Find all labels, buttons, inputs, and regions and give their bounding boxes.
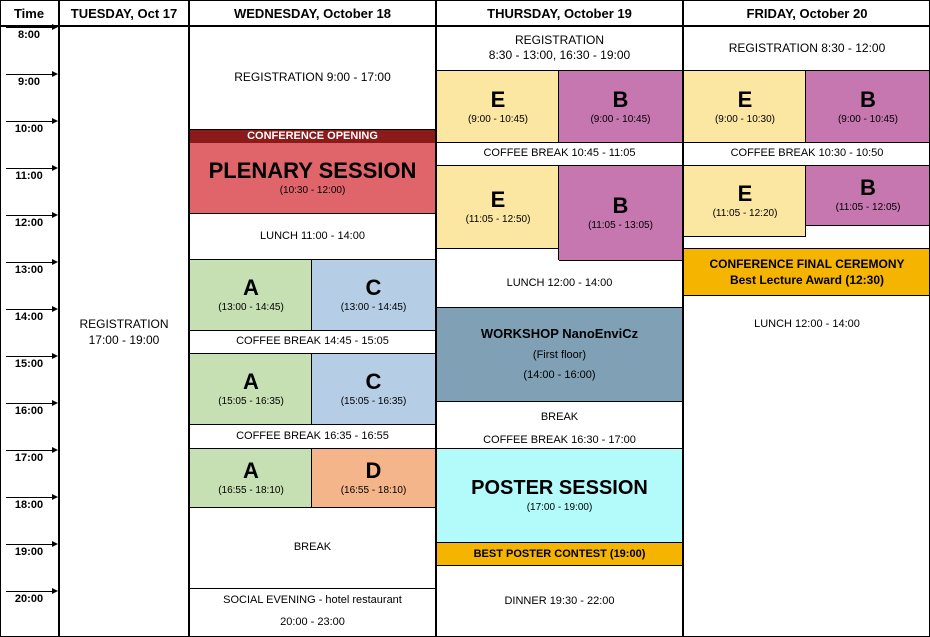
session-time: (16:55 - 18:10) <box>218 484 284 496</box>
thu-dinner-label: DINNER 19:30 - 22:00 <box>504 594 615 607</box>
thu-registration-label: REGISTRATION <box>514 33 605 47</box>
time-column-header: Time <box>13 5 45 21</box>
session-letter: E <box>737 180 753 206</box>
hour-label: 16:00 <box>14 405 44 417</box>
wed-social-time: 20:00 - 23:00 <box>280 615 345 628</box>
wed-opening-label: CONFERENCE OPENING <box>247 130 378 142</box>
wed-plenary-label: PLENARY SESSION <box>208 158 417 183</box>
day-header-friday: FRIDAY, October 20 <box>746 5 868 21</box>
session-time: (11:05 - 12:50) <box>465 213 531 225</box>
tue-registration-time: 17:00 - 19:00 <box>88 332 160 347</box>
wed-coffee2-label: COFFEE BREAK 16:35 - 16:55 <box>236 429 389 442</box>
hour-label: 12:00 <box>14 217 44 229</box>
wed-coffee1-label: COFFEE BREAK 14:45 - 15:05 <box>236 335 389 347</box>
day-header-thursday: THURSDAY, October 19 <box>487 5 632 21</box>
hour-label: 9:00 <box>17 76 41 88</box>
session-letter: B <box>860 175 876 200</box>
hour-label: 11:00 <box>15 170 43 182</box>
session-time: (11:05 - 12:20) <box>712 207 778 219</box>
session-time: (9:00 - 10:45) <box>837 113 899 125</box>
session-letter: E <box>737 86 753 112</box>
wed-social-label: SOCIAL EVENING - hotel restaurant <box>223 594 402 607</box>
hour-label: 17:00 <box>14 452 44 464</box>
fri-award-label: Best Lecture Award (12:30) <box>729 272 885 287</box>
session-time: (15:05 - 16:35) <box>340 395 407 407</box>
tue-registration-label: REGISTRATION <box>79 316 169 331</box>
thu-break-label: BREAK <box>540 410 579 423</box>
session-time: (11:05 - 13:05) <box>588 219 653 231</box>
thu-workshop-place: (First floor) <box>532 349 587 361</box>
wed-registration-label: REGISTRATION 9:00 - 17:00 <box>234 70 391 84</box>
session-letter: E <box>490 186 506 212</box>
hour-label: 19:00 <box>14 546 44 558</box>
hour-label: 20:00 <box>14 593 44 605</box>
hour-label: 8:00 <box>17 29 41 41</box>
session-time: (9:00 - 10:45) <box>590 113 651 125</box>
wed-plenary-time: (10:30 - 12:00) <box>279 185 346 196</box>
day-header-tuesday: TUESDAY, Oct 17 <box>70 5 178 21</box>
session-letter: B <box>860 86 876 112</box>
fri-coffee1-label: COFFEE BREAK 10:30 - 10:50 <box>730 147 884 159</box>
session-letter: C <box>365 368 382 394</box>
session-time: (13:00 - 14:45) <box>340 301 407 313</box>
hour-label: 18:00 <box>14 499 44 511</box>
thu-contest-label: BEST POSTER CONTEST (19:00) <box>473 547 646 560</box>
wed-break-label: BREAK <box>293 541 332 553</box>
session-letter: A <box>243 274 259 300</box>
hour-label: 10:00 <box>14 123 44 135</box>
session-letter: C <box>365 274 382 300</box>
fri-registration-label: REGISTRATION 8:30 - 12:00 <box>728 40 886 55</box>
thu-workshop-label: WORKSHOP NanoEnviCz <box>480 326 639 341</box>
hour-label: 13:00 <box>14 264 44 276</box>
session-letter: B <box>612 86 629 112</box>
hour-label: 14:00 <box>14 311 44 323</box>
session-letter: A <box>243 368 259 394</box>
session-letter: B <box>612 192 629 218</box>
fri-ceremony-label: CONFERENCE FINAL CEREMONY <box>709 256 905 271</box>
session-time: (15:05 - 16:35) <box>218 395 284 407</box>
session-letter: E <box>490 86 506 112</box>
session-time: (9:00 - 10:30) <box>714 113 776 125</box>
session-letter: D <box>365 457 382 483</box>
thu-poster-label: POSTER SESSION <box>471 477 648 499</box>
day-header-wednesday: WEDNESDAY, October 18 <box>233 5 391 21</box>
wed-lunch-label: LUNCH 11:00 - 14:00 <box>260 229 365 242</box>
session-time: (13:00 - 14:45) <box>218 301 284 313</box>
thu-registration-time: 8:30 - 13:00, 16:30 - 19:00 <box>488 48 631 62</box>
thu-poster-time: (17:00 - 19:00) <box>526 502 593 513</box>
thu-lunch-label: LUNCH 12:00 - 14:00 <box>506 277 613 289</box>
session-time: (9:00 - 10:45) <box>467 113 529 125</box>
thu-workshop-time: (14:00 - 16:00) <box>523 369 596 381</box>
session-time: (11:05 - 12:05) <box>835 202 901 213</box>
session-letter: A <box>243 457 259 483</box>
hour-label: 15:00 <box>14 358 44 370</box>
session-time: (16:55 - 18:10) <box>340 484 407 496</box>
fri-lunch-label: LUNCH 12:00 - 14:00 <box>754 317 860 330</box>
thu-coffee2-label: COFFEE BREAK 16:30 - 17:00 <box>483 434 636 446</box>
thu-coffee1-label: COFFEE BREAK 10:45 - 11:05 <box>483 147 636 159</box>
